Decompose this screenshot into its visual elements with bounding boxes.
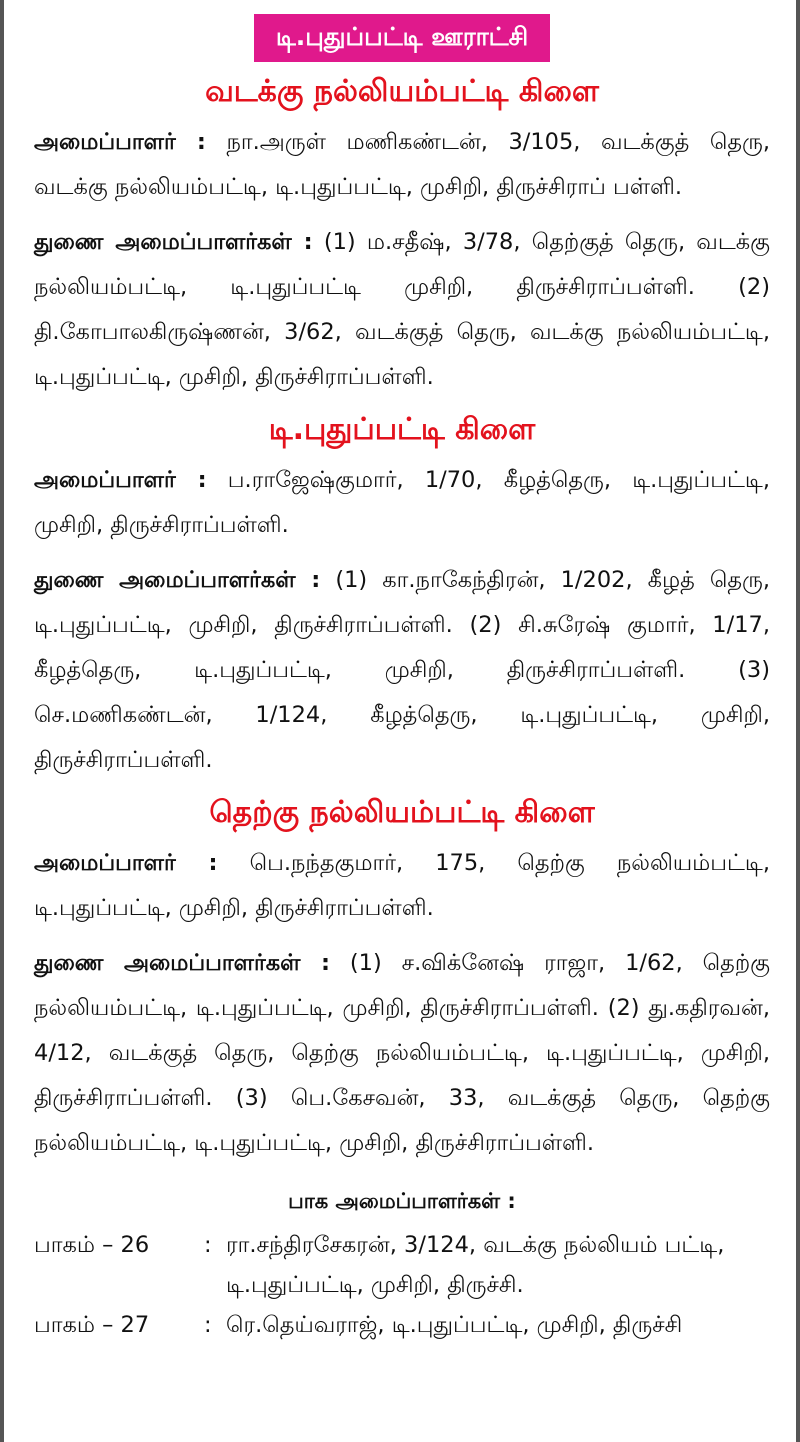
organizer-details: பெ.நந்தகுமார், 175, தெற்கு நல்லியம்பட்டி, டி.புதுப்பட்டி, முசிறி, திருச்சிராப்பள்ளி. [34,850,770,921]
deputies-label: துணை அமைப்பாளர்கள் : [34,229,313,255]
organizer-paragraph [34,841,770,931]
organizer-details: ப.ராஜேஷ்குமார், 1/70, கீழத்தெரு, டி.புதுப்பட்டி, முசிறி, திருச்சிராப்பள்ளி. [34,467,770,538]
organizer-paragraph [34,458,770,548]
branch-section [34,412,770,783]
part-details: ரெ.தெய்வராஜ், டி.புதுப்பட்டி, முசிறி, திருச்சி [226,1312,683,1339]
part-row [34,1305,770,1345]
branch-section [34,795,770,1166]
deputies-label: துணை அமைப்பாளர்கள் : [34,567,321,593]
organizer-paragraph [34,120,770,210]
organizer-label: அமைப்பாளர் : [34,129,206,155]
header [34,0,770,62]
deputies-details: (1) ம.சதீஷ், 3/78, தெற்குத் தெரு, வடக்கு நல்லியம்பட்டி, டி.புதுப்பட்டி முசிறி, திருச்சிராப்பள்ளி. (2) தி.கோபாலகிருஷ்ணன், 3/62, வடக்குத் தெரு, வடக்கு நல்லியம்பட்டி, டி.புதுப்பட்டி, முசிறி, திருச்சிராப்பள்ளி. [34,229,770,390]
branch-title: தெற்கு நல்லியம்பட்டி கிளை [209,795,595,830]
part-row [34,1225,770,1305]
branch-title: டி.புதுப்பட்டி கிளை [268,412,536,447]
part-number: பாகம் – 27 [34,1312,150,1339]
part-number: பாகம் – 26 [34,1232,150,1259]
deputies-paragraph [34,558,770,783]
part-details: ரா.சந்திரசேகரன், 3/124, வடக்கு நல்லியம் பட்டி, டி.புதுப்பட்டி, முசிறி, திருச்சி. [226,1232,725,1299]
part-separator: : [204,1312,212,1339]
branch-title: வடக்கு நல்லியம்பட்டி கிளை [205,74,599,109]
organizer-details: நா.அருள் மணிகண்டன், 3/105, வடக்குத் தெரு, வடக்கு நல்லியம்பட்டி, டி.புதுப்பட்டி, முசிறி, திருச்சிராப் பள்ளி. [34,129,770,200]
deputies-details: (1) ச.விக்னேஷ் ராஜா, 1/62, தெற்கு நல்லியம்பட்டி, டி.புதுப்பட்டி, முசிறி, திருச்சிராப்பள்ளி. (2) து.கதிரவன், 4/12, வடக்குத் தெரு, தெற்கு நல்லியம்பட்டி, டி.புதுப்பட்டி, முசிறி, திருச்சிராப்பள்ளி. (3) பெ.கேசவன், 33, வடக்குத் தெரு, தெற்கு நல்லியம்பட்டி, டி.புதுப்பட்டி, முசிறி, திருச்சிராப்பள்ளி. [34,950,770,1156]
deputies-paragraph [34,941,770,1166]
branch-section [34,74,770,400]
part-organizers-title: பாக அமைப்பாளர்கள் : [288,1189,516,1213]
organizer-label: அமைப்பாளர் : [34,850,218,876]
page-title-banner: டி.புதுப்பட்டி ஊராட்சி [254,14,550,62]
part-organizers-section [34,1188,770,1345]
part-separator: : [204,1232,212,1259]
deputies-paragraph [34,220,770,400]
deputies-label: துணை அமைப்பாளர்கள் : [34,950,330,976]
organizer-label: அமைப்பாளர் : [34,467,207,493]
deputies-details: (1) கா.நாகேந்திரன், 1/202, கீழத் தெரு, டி.புதுப்பட்டி, முசிறி, திருச்சிராப்பள்ளி. (2) சி.சுரேஷ் குமார், 1/17, கீழத்தெரு, டி.புதுப்பட்டி, முசிறி, திருச்சிராப்பள்ளி. (3) செ.மணிகண்டன், 1/124, கீழத்தெரு, டி.புதுப்பட்டி, முசிறி, திருச்சிராப்பள்ளி. [34,567,771,773]
